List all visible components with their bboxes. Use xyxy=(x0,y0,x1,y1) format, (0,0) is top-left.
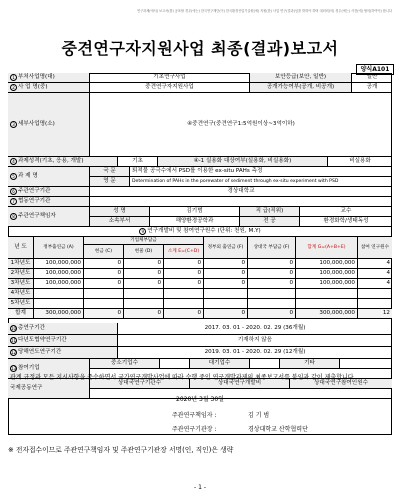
statement: 관계 규정과 모든 지시사항을 준수하면서 국가연구개발사업에 따라 수행 중인 연구개발과제의 최종보고서를 붙임과 같이 제출합니다. xyxy=(10,374,356,381)
circle-number: 1 xyxy=(10,74,17,81)
budget-cell-local xyxy=(204,299,248,309)
budget-cell-cash xyxy=(84,299,124,309)
budget-cell-kind xyxy=(124,299,164,309)
budget-cell-kind: 0 xyxy=(124,279,164,289)
dept-label-text: 부처사업명(대) xyxy=(18,74,55,81)
detail-value: ④중견연구(중견연구1:5억원이상~3억이하) xyxy=(90,93,392,157)
budget-cell-other xyxy=(248,289,296,299)
task-label-text: 과 제 명 xyxy=(18,173,38,180)
period-year-label xyxy=(8,347,118,359)
participants-sme-value xyxy=(160,359,190,369)
budget-cell-total xyxy=(296,299,358,309)
period-multi-value: 기재하지 않음 xyxy=(118,335,392,347)
circle-number: 3 xyxy=(10,121,17,128)
stage-practical-label: ④-1 실용화 대상여부(실용화, 비실용화) xyxy=(158,157,328,167)
budget-cell-gov: 100,000,000 xyxy=(34,269,84,279)
budget-cell-year: 1차년도 xyxy=(8,259,34,269)
period-multi-label xyxy=(8,335,118,347)
budget-cell-gov xyxy=(34,299,84,309)
dept-label xyxy=(8,73,90,83)
budget-cell-cash: 0 xyxy=(84,259,124,269)
participants-other: 기타 xyxy=(280,359,340,369)
stage-label-text: 과제성격(기초, 응용, 개발) xyxy=(18,158,84,165)
circle-number: 8 xyxy=(10,213,17,220)
budget-cell-cash: 0 xyxy=(84,269,124,279)
circle-number: 12 xyxy=(11,350,17,355)
budget-cell-gov: 100,000,000 xyxy=(34,279,84,289)
eng-label: 영 문 xyxy=(90,177,130,187)
stage-basic: 기초 xyxy=(118,157,158,167)
mid-dev: 상대국연구개발비 xyxy=(190,379,290,389)
budget-cell-other: 0 xyxy=(248,269,296,279)
major-value: 환경화학/생태독성 xyxy=(300,217,392,227)
budget-caption-text: 연구개발비 및 참여연구원수 (단위: 천원, M.Y) xyxy=(147,228,261,235)
budget-cell-year: 3차년도 xyxy=(8,279,34,289)
notice-text: 연구과제(에서) 보고서(를) 공표할 경우(에는) 한국연구재단(이) 한국환경산업기술원(에) 지원(한) 사업 연구(결과)임을 밝혀야 하며 대외비(의) 경우(에는) 사전(에) 협의(하여야) 합니다 xyxy=(136,9,392,13)
budget-cell-cash xyxy=(84,289,124,299)
stage-practical-value: 비실용화 xyxy=(328,157,392,167)
budget-other-header: 상대국 부담금 (F) xyxy=(248,237,296,259)
budget-cell-other xyxy=(248,299,296,309)
pi-label-text: 주관연구책임자 xyxy=(18,213,56,220)
budget-cell-kind xyxy=(124,289,164,299)
budget-cell-staff xyxy=(358,299,392,309)
budget-cell-kind: 0 xyxy=(124,259,164,269)
participants-large: 대기업수 xyxy=(190,359,250,369)
coop-inst-value xyxy=(90,197,392,207)
budget-cell-total: 100,000,000 xyxy=(296,279,358,289)
budget-cell-other: 0 xyxy=(248,279,296,289)
sig-pi-value: 김 기 범 xyxy=(248,412,270,419)
circle-number: 13 xyxy=(11,366,17,371)
name-label: 성 명 xyxy=(90,207,150,217)
kor-label: 국 문 xyxy=(90,167,130,177)
project-label xyxy=(8,83,90,93)
budget-cell-kind: 0 xyxy=(124,309,164,319)
budget-staff-header: 참여 연구원수 xyxy=(358,237,392,259)
circle-number: 9 xyxy=(139,228,146,235)
position-label: 직 급(직위) xyxy=(240,207,300,217)
budget-caption xyxy=(8,227,392,237)
sig-head-value: 경상대학교 산학협력단 xyxy=(248,426,308,433)
budget-cell-local: 0 xyxy=(204,259,248,269)
task-label xyxy=(8,167,90,187)
budget-cell-staff: 4 xyxy=(358,269,392,279)
budget-cell-staff: 4 xyxy=(358,279,392,289)
circle-number: 4 xyxy=(10,158,17,165)
budget-cell-staff: 4 xyxy=(358,259,392,269)
budget-cell-total: 100,000,000 xyxy=(296,269,358,279)
budget-company-header: 기업체부담금 xyxy=(84,237,204,245)
participants-other-value xyxy=(340,359,392,369)
budget-cash-header: 현금 (C) xyxy=(84,245,124,259)
stage-label xyxy=(8,157,118,167)
name-value: 김기범 xyxy=(150,207,240,217)
lead-inst-value: 경상대학교 xyxy=(90,187,392,197)
budget-cell-local: 0 xyxy=(204,269,248,279)
budget-cell-staff: 12 xyxy=(358,309,392,319)
mid-label: 상대국연구기관수 xyxy=(90,379,190,389)
participants-label-text: 참여기업 xyxy=(18,365,40,372)
budget-cell-staff xyxy=(358,289,392,299)
circle-number: 7 xyxy=(10,198,17,205)
dept2-value: 해양환경공학과 xyxy=(150,217,240,227)
budget-cell-sub xyxy=(164,299,204,309)
budget-cell-other: 0 xyxy=(248,309,296,319)
budget-cell-total: 300,000,000 xyxy=(296,309,358,319)
budget-cell-gov: 100,000,000 xyxy=(34,259,84,269)
participants-sme: 중소기업수 xyxy=(90,359,160,369)
budget-kind-header: 현물 (D) xyxy=(124,245,164,259)
budget-cell-sub: 0 xyxy=(164,279,204,289)
security-label: 보안등급(보안, 일반) xyxy=(250,73,352,83)
budget-cell-cash: 0 xyxy=(84,309,124,319)
budget-cell-local xyxy=(204,289,248,299)
period-year-value: 2019. 03. 01 - 2020. 02. 29 (12개월) xyxy=(118,347,392,359)
period-total-label xyxy=(8,323,118,335)
dept2-label: 소속부서 xyxy=(90,217,150,227)
disclosure-value: 공개 xyxy=(352,83,392,93)
sig-head-label: 주관연구기관장 : xyxy=(172,426,217,433)
project-value: 중견연구자지원사업 xyxy=(90,83,250,93)
budget-cell-year: 5차년도 xyxy=(8,299,34,309)
budget-cell-sub: 0 xyxy=(164,259,204,269)
circle-number: 6 xyxy=(10,188,17,195)
budget-cell-sub: 0 xyxy=(164,269,204,279)
period-multi-label-text: 다년도협약연구기간 xyxy=(18,337,67,344)
project-label-text: 사 업 명(중) xyxy=(18,84,48,91)
coop-inst-label xyxy=(8,197,90,207)
lead-inst-label-text: 주관연구기관 xyxy=(18,188,51,195)
budget-cell-gov xyxy=(34,289,84,299)
budget-cell-year: 2차년도 xyxy=(8,269,34,279)
budget-cell-kind: 0 xyxy=(124,269,164,279)
dept-value: 기초연구사업 xyxy=(90,73,250,83)
submit-date: 2020년 3월 30일 xyxy=(176,396,224,403)
period-year-label-text: 당해연도연구기간 xyxy=(18,349,62,356)
form-number: 양식A101 xyxy=(356,64,394,75)
participants-large-value xyxy=(250,359,280,369)
budget-cell-local: 0 xyxy=(204,279,248,289)
eng-value: Determination of PAHs in the porewater of sediment through ex-situ experiment with PSD xyxy=(130,177,392,187)
budget-cell-total xyxy=(296,289,358,299)
budget-cell-other: 0 xyxy=(248,259,296,269)
budget-gov-header: 정부출연금 (A) xyxy=(34,237,84,259)
disclosure-label: 공개가능여부(공개, 비공개) xyxy=(250,83,352,93)
lead-inst-label xyxy=(8,187,90,197)
circle-number: 5 xyxy=(10,173,17,180)
circle-number: 11 xyxy=(11,338,17,343)
budget-sub-header: 소계 E=(C+D) xyxy=(164,245,204,259)
security-value: 일반 xyxy=(352,73,392,83)
budget-cell-sub: 0 xyxy=(164,309,204,319)
circle-number: 10 xyxy=(11,326,17,331)
budget-cell-year: 합계 xyxy=(8,309,34,319)
budget-total-header: 합계 G=(A+B+E) xyxy=(296,237,358,259)
circle-number: 2 xyxy=(10,84,17,91)
footnote: ※ 전자접수이므로 주관연구책임자 및 주관연구기관장 서명(인, 직인)은 생략 xyxy=(8,446,234,454)
budget-cell-year: 4차년도 xyxy=(8,289,34,299)
mid-staff: 상대국연구참여인원수 xyxy=(290,379,392,389)
budget-local-header: 정부외 출연금 (F) xyxy=(204,237,248,259)
intl-label: 국제공동연구 xyxy=(8,379,90,399)
detail-label xyxy=(8,93,90,157)
kor-value: 퇴적물 공극수에서 PSD를 이용한 ex-situ PAHs 측정 xyxy=(130,167,392,177)
major-label: 전 공 xyxy=(240,217,300,227)
budget-cell-gov: 300,000,000 xyxy=(34,309,84,319)
budget-year-header: 년 도 xyxy=(8,237,34,259)
position-value: 교수 xyxy=(300,207,392,217)
budget-cell-cash: 0 xyxy=(84,279,124,289)
sig-pi-label: 주관연구책임자 : xyxy=(172,412,217,419)
budget-cell-total: 100,000,000 xyxy=(296,259,358,269)
budget-cell-sub xyxy=(164,289,204,299)
period-total-value: 2017. 03. 01 - 2020. 02. 29 (36개월) xyxy=(118,323,392,335)
period-total-label-text: 총연구기간 xyxy=(18,325,46,332)
page-title: 중견연구자지원사업 최종(결과)보고서 xyxy=(61,39,339,58)
pi-label xyxy=(8,207,90,227)
coop-inst-label-text: 협동연구기관 xyxy=(18,198,51,205)
page-number: - 1 - xyxy=(194,484,206,491)
detail-label-text: 세부사업명(소) xyxy=(18,121,55,128)
budget-cell-local: 0 xyxy=(204,309,248,319)
